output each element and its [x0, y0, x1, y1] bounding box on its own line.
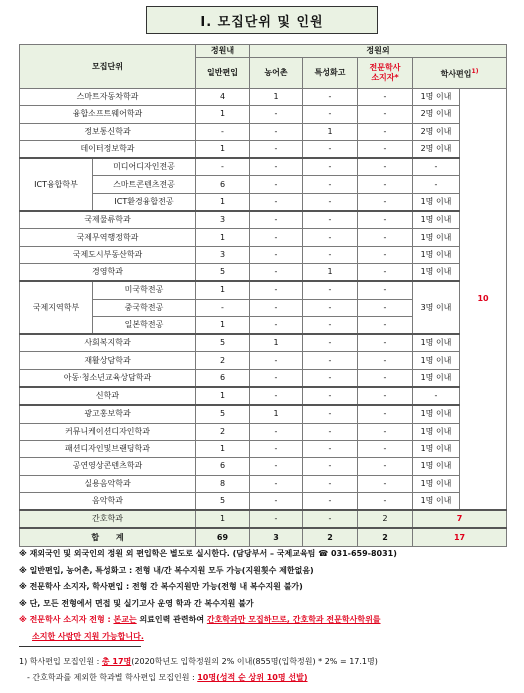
unit-name: ICT환경융합전공 [93, 193, 196, 211]
rural-count: - [250, 263, 303, 281]
unit-name: 스마트자동차학과 [20, 89, 196, 106]
prof-count: - [358, 140, 413, 158]
header-professional-line1: 전문학사 [369, 63, 401, 72]
prof-count: - [358, 423, 413, 440]
prof-count: - [358, 263, 413, 281]
academic-count: 1명 이내 [413, 89, 460, 106]
academic-count: - [413, 176, 460, 193]
note-general-multiple: ※ 일반편입, 농어촌, 특성화고 : 전형 내/간 복수지원 모두 가능(지원횟수 제한없음) [19, 565, 314, 575]
footnote-line2 [19, 670, 514, 686]
special-count: - [303, 299, 358, 316]
academic-count: 1명 이내 [413, 229, 460, 246]
header-academic [413, 58, 507, 89]
footnote-sub-count: 10명(성적 순 상위 10명 선발) [197, 673, 308, 682]
rural-count: 1 [250, 334, 303, 352]
general-count: - [196, 158, 250, 176]
special-count: - [303, 193, 358, 211]
academic-count: 2명 이내 [413, 140, 460, 158]
prof-count: - [358, 405, 413, 423]
special-count: - [303, 510, 358, 528]
rural-count: - [250, 475, 303, 492]
note-professional-multiple: ※ 전문학사 소지자, 학사편입 : 전형 간 복수지원만 가능(전형 내 복수지원 불가) [19, 582, 303, 591]
general-count: 1 [196, 316, 250, 334]
academic-count: 1명 이내 [413, 334, 460, 352]
general-count: 1 [196, 387, 250, 405]
special-count: - [303, 334, 358, 352]
academic-count: - [413, 387, 460, 405]
prof-count: - [358, 123, 413, 140]
rural-count: - [250, 106, 303, 123]
table-row [20, 405, 507, 423]
rural-count: - [250, 423, 303, 440]
unit-name: 경영학과 [20, 263, 196, 281]
general-count: 3 [196, 246, 250, 263]
rural-count: 1 [250, 89, 303, 106]
general-count: 3 [196, 211, 250, 229]
table-row [20, 211, 507, 229]
header-professional-line2: 소지자 [371, 73, 395, 82]
prof-count: - [358, 299, 413, 316]
rural-count: - [250, 458, 303, 475]
rural-count: - [250, 176, 303, 193]
general-count: 1 [196, 510, 250, 528]
table-row [20, 352, 507, 369]
general-count: 1 [196, 106, 250, 123]
rural-count: - [250, 369, 303, 387]
table-row [20, 458, 507, 475]
table-row [20, 263, 507, 281]
total-general: 69 [196, 528, 250, 546]
header-rural: 농어촌 [250, 58, 303, 89]
prof-count: - [358, 229, 413, 246]
academic-count: 1명 이내 [413, 211, 460, 229]
special-count: - [303, 281, 358, 299]
table-row [20, 281, 507, 299]
special-count: - [303, 423, 358, 440]
unit-name: 정보통신학과 [20, 123, 196, 140]
general-count: 1 [196, 193, 250, 211]
prof-count: - [358, 281, 413, 299]
rural-count: - [250, 352, 303, 369]
header-outside: 정원외 [250, 45, 507, 58]
academic-count: 1명 이내 [413, 423, 460, 440]
table-row [20, 158, 507, 176]
academic-count: 1명 이내 [413, 246, 460, 263]
unit-name: 신학과 [20, 387, 196, 405]
note-professional-mid: 의료인력 관련하여 [136, 615, 207, 624]
special-count: 1 [303, 263, 358, 281]
prof-count: - [358, 176, 413, 193]
unit-name: 데이터정보학과 [20, 140, 196, 158]
note-professional-nursing [19, 612, 509, 629]
total-rural: 3 [250, 528, 303, 546]
notes [19, 546, 509, 645]
table-row [20, 140, 507, 158]
table-row [20, 176, 507, 193]
prof-count: - [358, 352, 413, 369]
footnote-sub-lead: - 간호학과를 제외한 학과별 학사편입 모집인원 : [27, 673, 198, 682]
total-row [20, 528, 507, 546]
header-unit: 모집단위 [20, 45, 196, 89]
table-row [20, 334, 507, 352]
table-row [20, 246, 507, 263]
special-count: - [303, 475, 358, 492]
footnote [19, 654, 514, 686]
table-row [20, 193, 507, 211]
prof-count: - [358, 440, 413, 457]
rural-count: - [250, 440, 303, 457]
general-count: 1 [196, 281, 250, 299]
group-ict-label: ICT융합학부 [20, 158, 93, 211]
prof-count: - [358, 369, 413, 387]
special-count: - [303, 440, 358, 457]
rural-count: - [250, 211, 303, 229]
unit-name: 국제도시부동산학과 [20, 246, 196, 263]
academic-count: 1명 이내 [413, 263, 460, 281]
prof-count: - [358, 316, 413, 334]
general-count: - [196, 123, 250, 140]
unit-name: 미국학전공 [93, 281, 196, 299]
prof-count: - [358, 458, 413, 475]
table-row [20, 123, 507, 140]
prof-count: - [358, 211, 413, 229]
header-special-school: 특성화고 [303, 58, 358, 89]
header-professional-mark: * [394, 73, 399, 82]
general-count: 5 [196, 334, 250, 352]
general-count: 5 [196, 492, 250, 510]
general-count: 2 [196, 423, 250, 440]
general-count: 4 [196, 89, 250, 106]
header-professional [358, 58, 413, 89]
unit-name: 국제무역행정학과 [20, 229, 196, 246]
total-special: 2 [303, 528, 358, 546]
special-count: - [303, 106, 358, 123]
special-count: - [303, 316, 358, 334]
note-professional-nursing-only: 간호학과만 모집하므로, 간호학과 전문학사학위를 [206, 615, 381, 624]
prof-count: - [358, 387, 413, 405]
prof-count: - [358, 334, 413, 352]
rural-count: - [250, 510, 303, 528]
table-row [20, 106, 507, 123]
special-count: 1 [303, 123, 358, 140]
special-count: - [303, 492, 358, 510]
table-row [20, 369, 507, 387]
special-count: - [303, 352, 358, 369]
unit-name: 아동·청소년교육상담학과 [20, 369, 196, 387]
intl-academic-count: 3명 이내 [413, 281, 460, 334]
footnote-calc: (2020학년도 입학정원의 2% 이내(855명(입학정원) * 2% = 17.1명) [131, 657, 378, 666]
general-count: 1 [196, 229, 250, 246]
header-general: 일반편입 [196, 58, 250, 89]
general-count: 6 [196, 176, 250, 193]
unit-name: 음악학과 [20, 492, 196, 510]
special-count: - [303, 229, 358, 246]
unit-name: 커뮤니케이션디자인학과 [20, 423, 196, 440]
header-academic-label: 학사편입 [440, 69, 472, 79]
page-title: Ⅰ. 모집단위 및 인원 [146, 6, 378, 34]
table-row [20, 423, 507, 440]
unit-name: 일본학전공 [93, 316, 196, 334]
academic-count: 1명 이내 [413, 405, 460, 423]
special-count: - [303, 140, 358, 158]
academic-count: 1명 이내 [413, 193, 460, 211]
prof-count: - [358, 492, 413, 510]
prof-count: - [358, 106, 413, 123]
special-count: - [303, 211, 358, 229]
academic-count: 1명 이내 [413, 440, 460, 457]
unit-name: 국제물류학과 [20, 211, 196, 229]
special-count: - [303, 176, 358, 193]
prof-count: - [358, 246, 413, 263]
unit-name: 광고홍보학과 [20, 405, 196, 423]
unit-name: 사회복지학과 [20, 334, 196, 352]
academic-count: 2명 이내 [413, 106, 460, 123]
table-row [20, 440, 507, 457]
special-count: - [303, 458, 358, 475]
table-row [20, 89, 507, 106]
unit-name: 융합소프트웨어학과 [20, 106, 196, 123]
general-count: 6 [196, 369, 250, 387]
general-count: 1 [196, 440, 250, 457]
footnote-line1 [19, 654, 514, 670]
nursing-row [20, 510, 507, 528]
header-inside: 정원내 [196, 45, 250, 58]
table-row [20, 475, 507, 492]
note-professional-tail: 소지한 사람만 지원 가능합니다. [32, 631, 144, 641]
rural-count: - [250, 158, 303, 176]
footnote-total: 총 17명 [101, 657, 132, 666]
special-count: - [303, 369, 358, 387]
unit-name: 미디어디자인전공 [93, 158, 196, 176]
header-academic-mark: 1) [471, 67, 479, 75]
general-count: 1 [196, 140, 250, 158]
academic-count: 1명 이내 [413, 369, 460, 387]
general-count: 5 [196, 405, 250, 423]
rural-count: - [250, 140, 303, 158]
rural-count: - [250, 123, 303, 140]
table-row [20, 229, 507, 246]
general-count: 6 [196, 458, 250, 475]
note-professional-lead: ※ 전문학사 소지자 전형 : [19, 615, 114, 624]
academic-count: 1명 이내 [413, 458, 460, 475]
rural-count: - [250, 316, 303, 334]
academic-total-cell: 10 [460, 89, 507, 511]
prof-count: - [358, 193, 413, 211]
rural-count: - [250, 229, 303, 246]
unit-name: 실용음악학과 [20, 475, 196, 492]
group-intl-label: 국제지역학부 [20, 281, 93, 334]
unit-name: 패션디자인및브랜딩학과 [20, 440, 196, 457]
general-count: 2 [196, 352, 250, 369]
special-count: - [303, 387, 358, 405]
special-count: - [303, 405, 358, 423]
general-count: 8 [196, 475, 250, 492]
general-count: - [196, 299, 250, 316]
special-count: - [303, 246, 358, 263]
prof-count: - [358, 158, 413, 176]
special-count: - [303, 89, 358, 106]
total-prof: 2 [358, 528, 413, 546]
academic-count: 1명 이내 [413, 352, 460, 369]
general-count: 5 [196, 263, 250, 281]
total-label: 합 계 [20, 528, 196, 546]
prof-count: - [358, 89, 413, 106]
unit-name: 중국학전공 [93, 299, 196, 316]
table-row [20, 387, 507, 405]
rural-count: - [250, 387, 303, 405]
academic-count: 1명 이내 [413, 492, 460, 510]
academic-count: 1명 이내 [413, 475, 460, 492]
unit-name: 간호학과 [20, 510, 196, 528]
prof-count: 2 [358, 510, 413, 528]
prof-count: - [358, 475, 413, 492]
rural-count: 1 [250, 405, 303, 423]
rural-count: - [250, 492, 303, 510]
academic-count: - [413, 158, 460, 176]
rural-count: - [250, 246, 303, 263]
footnote-lead: 1) 학사편입 모집인원 : [19, 657, 102, 666]
unit-name: 스마트콘텐츠전공 [93, 176, 196, 193]
table-row [20, 492, 507, 510]
footnote-divider [19, 646, 141, 647]
rural-count: - [250, 299, 303, 316]
academic-count: 2명 이내 [413, 123, 460, 140]
unit-name: 공연영상콘텐츠학과 [20, 458, 196, 475]
unit-name: 재활상담학과 [20, 352, 196, 369]
note-interview: ※ 단, 모든 전형에서 면접 및 실기고사 운영 학과 간 복수지원 불가 [19, 598, 254, 608]
note-professional-school: 본교는 [113, 615, 137, 624]
note-foreign: ※ 재외국인 및 외국인의 정원 외 편입학은 별도로 실시한다. (담당부서 – 국제교육팀 ☎ 031-659-8031) [19, 549, 397, 558]
admission-table [19, 44, 507, 547]
academic-count: 7 [413, 510, 507, 528]
rural-count: - [250, 193, 303, 211]
special-count: - [303, 158, 358, 176]
rural-count: - [250, 281, 303, 299]
total-academic: 17 [413, 528, 507, 546]
